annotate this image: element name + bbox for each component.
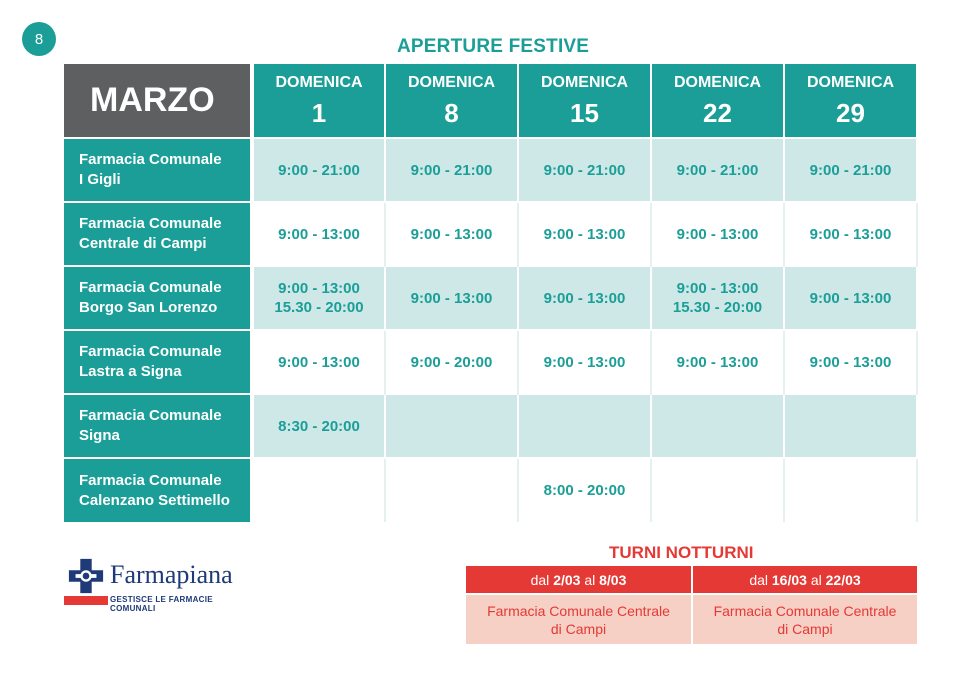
- hours-cell: 9:00 - 13:00: [651, 330, 784, 394]
- hours-cell: [385, 394, 518, 458]
- day-number: 15: [570, 98, 599, 128]
- hours-cell: 8:00 - 20:00: [518, 458, 651, 522]
- hours-cell: 9:00 - 13:00: [518, 266, 651, 330]
- hours-cell: 9:00 - 13:00: [518, 202, 651, 266]
- header-row: [64, 64, 917, 138]
- hours-cell: 9:00 - 13:00: [252, 330, 385, 394]
- pharmacy-row: [64, 394, 917, 458]
- day-number: 22: [703, 98, 732, 128]
- logo-name: Farmapiana: [110, 560, 233, 589]
- hours-cell: 9:00 - 13:00: [385, 266, 518, 330]
- day-header: [385, 64, 518, 138]
- hours-cell: 9:00 - 21:00: [252, 138, 385, 202]
- hours-cell: [518, 394, 651, 458]
- shift-period: dal 2/03 al 8/03: [466, 566, 692, 594]
- shift-period: dal 16/03 al 22/03: [692, 566, 918, 594]
- hours-cell: 9:00 - 13:00: [385, 202, 518, 266]
- hours-cell: [784, 394, 917, 458]
- pharmacy-row: [64, 266, 917, 330]
- night-shifts-body-row: [466, 594, 918, 644]
- pharmacy-name: Farmacia Comunale Calenzano Settimello: [64, 458, 252, 522]
- hours-cell: 9:00 - 21:00: [651, 138, 784, 202]
- pharmacy-row: [64, 138, 917, 202]
- hours-cell: 9:00 - 13:00: [651, 202, 784, 266]
- month-label: MARZO: [64, 64, 252, 138]
- shift-pharmacy: Farmacia Comunale Centrale di Campi: [466, 594, 692, 644]
- hours-cell: 9:00 - 13:00 15.30 - 20:00: [651, 266, 784, 330]
- hours-cell: 9:00 - 13:00: [784, 330, 917, 394]
- day-header: [518, 64, 651, 138]
- day-label: DOMENICA: [407, 74, 496, 91]
- hours-cell: [651, 458, 784, 522]
- hours-cell: 9:00 - 13:00: [784, 202, 917, 266]
- hours-cell: [252, 458, 385, 522]
- hours-cell: [784, 458, 917, 522]
- pharmacy-name: Farmacia Comunale Lastra a Signa: [64, 330, 252, 394]
- day-header: [252, 64, 385, 138]
- hours-cell: [651, 394, 784, 458]
- pharmacy-name: Farmacia Comunale Signa: [64, 394, 252, 458]
- hours-cell: 9:00 - 20:00: [385, 330, 518, 394]
- day-label: DOMENICA: [540, 74, 629, 91]
- hours-cell: [385, 458, 518, 522]
- cross-emblem-icon: [67, 557, 105, 595]
- logo-red-bar: [64, 596, 108, 605]
- hours-cell: 9:00 - 13:00: [518, 330, 651, 394]
- night-shifts-title: TURNI NOTTURNI: [609, 543, 754, 562]
- pharmacy-row: [64, 330, 917, 394]
- day-number: 29: [836, 98, 865, 128]
- hours-cell: 9:00 - 21:00: [518, 138, 651, 202]
- hours-cell: 9:00 - 21:00: [385, 138, 518, 202]
- pharmacy-name: Farmacia Comunale Borgo San Lorenzo: [64, 266, 252, 330]
- day-label: DOMENICA: [673, 74, 762, 91]
- night-shifts-header-row: [466, 566, 918, 594]
- day-label: DOMENICA: [275, 74, 363, 91]
- day-header: [784, 64, 917, 138]
- page-number-badge: 8: [22, 22, 56, 56]
- day-number: 1: [311, 98, 327, 128]
- day-label: DOMENICA: [806, 74, 895, 91]
- pharmacy-name: Farmacia Comunale I Gigli: [64, 138, 252, 202]
- hours-cell: 9:00 - 21:00: [784, 138, 917, 202]
- schedule-table: [64, 64, 918, 522]
- pharmacy-row: [64, 458, 917, 522]
- pharmacy-row: [64, 202, 917, 266]
- day-number: 8: [444, 98, 459, 128]
- hours-cell: 8:30 - 20:00: [252, 394, 385, 458]
- farmapiana-logo: [64, 555, 254, 613]
- hours-cell: 9:00 - 13:00: [252, 202, 385, 266]
- night-shifts-table: [466, 566, 919, 644]
- logo-tagline: GESTISCE LE FARMACIE COMUNALI: [110, 595, 213, 613]
- hours-cell: 9:00 - 13:00: [784, 266, 917, 330]
- page-title: APERTURE FESTIVE: [397, 36, 590, 57]
- pharmacy-name: Farmacia Comunale Centrale di Campi: [64, 202, 252, 266]
- shift-pharmacy: Farmacia Comunale Centrale di Campi: [692, 594, 918, 644]
- day-header: [651, 64, 784, 138]
- hours-cell: 9:00 - 13:00 15.30 - 20:00: [252, 266, 385, 330]
